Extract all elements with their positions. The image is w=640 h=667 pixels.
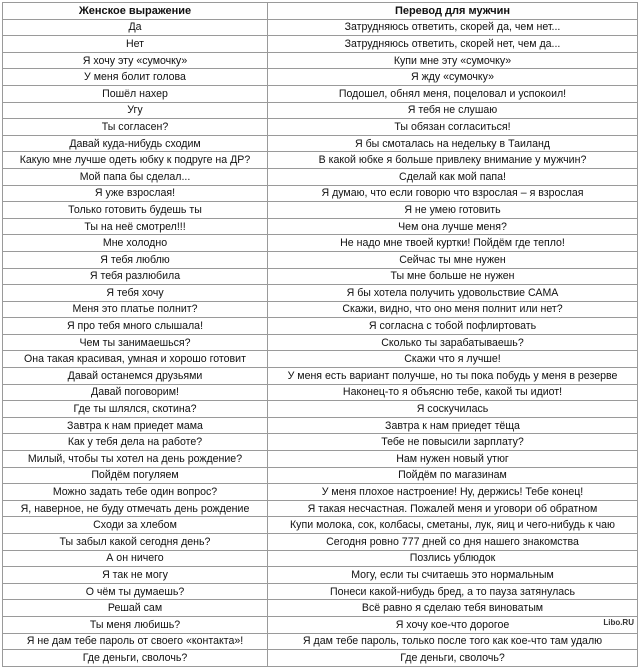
male-translation-cell: Я тебя не слушаю (268, 102, 638, 119)
male-translation-cell: В какой юбке я больше привлеку внимание у мужчин? (268, 152, 638, 169)
table-row (3, 500, 638, 517)
male-translation-cell: Наконец-то я объясню тебе, какой ты идиот! (268, 384, 638, 401)
male-translation-cell: Я бы хотела получить удовольствие САМА (268, 285, 638, 302)
table-row (3, 52, 638, 69)
female-expression-cell: Ты меня любишь? (3, 616, 268, 633)
table-row (3, 285, 638, 302)
female-expression-cell: Я уже взрослая! (3, 185, 268, 202)
header-female-expression: Женское выражение (3, 3, 268, 20)
male-translation-cell: Затрудняюсь ответить, скорей нет, чем да... (268, 36, 638, 53)
female-expression-cell: Пойдём погуляем (3, 467, 268, 484)
table-row (3, 202, 638, 219)
female-expression-cell: Только готовить будешь ты (3, 202, 268, 219)
male-translation-cell: Ты мне больше не нужен (268, 268, 638, 285)
site-logo: Libo.RU (603, 618, 634, 627)
female-expression-cell: Какую мне лучше одеть юбку к подруге на ДР? (3, 152, 268, 169)
female-expression-cell: О чём ты думаешь? (3, 583, 268, 600)
table-row (3, 119, 638, 136)
female-expression-cell: Сходи за хлебом (3, 517, 268, 534)
table-row (3, 102, 638, 119)
male-translation-cell: Понеси какой-нибудь бред, а то пауза затянулась (268, 583, 638, 600)
female-expression-cell: Давай останемся друзьями (3, 368, 268, 385)
table-row (3, 334, 638, 351)
male-translation-cell: Сейчас ты мне нужен (268, 251, 638, 268)
table-row (3, 451, 638, 468)
male-translation-cell: Завтра к нам приедет тёща (268, 417, 638, 434)
female-expression-cell: Ты забыл какой сегодня день? (3, 534, 268, 551)
female-expression-cell: Пошёл нахер (3, 85, 268, 102)
table-row (3, 467, 638, 484)
female-expression-cell: Давай куда-нибудь сходим (3, 135, 268, 152)
female-expression-cell: Я, наверное, не буду отмечать день рождение (3, 500, 268, 517)
female-expression-cell: Меня это платье полнит? (3, 301, 268, 318)
male-translation-cell: У меня есть вариант получше, но ты пока побудь у меня в резерве (268, 368, 638, 385)
female-expression-cell: Она такая красивая, умная и хорошо готовит (3, 351, 268, 368)
male-translation-cell: У меня плохое настроение! Ну, держись! Тебе конец! (268, 484, 638, 501)
male-translation-cell: Ты обязан согласиться! (268, 119, 638, 136)
male-translation-cell: Я бы смоталась на недельку в Таиланд (268, 135, 638, 152)
male-translation-cell: Затрудняюсь ответить, скорей да, чем нет... (268, 19, 638, 36)
table-row (3, 85, 638, 102)
table-row (3, 218, 638, 235)
female-expression-cell: Мой папа бы сделал... (3, 168, 268, 185)
table-row (3, 616, 638, 633)
table-row (3, 251, 638, 268)
male-translation-cell: Скажи, видно, что оно меня полнит или нет? (268, 301, 638, 318)
table-row (3, 600, 638, 617)
table-row (3, 69, 638, 86)
table-row (3, 384, 638, 401)
female-expression-cell: Я тебя разлюбила (3, 268, 268, 285)
table-row (3, 318, 638, 335)
female-expression-cell: Да (3, 19, 268, 36)
female-expression-cell: А он ничего (3, 550, 268, 567)
table-row (3, 152, 638, 169)
male-translation-cell: Могу, если ты считаешь это нормальным (268, 567, 638, 584)
female-expression-cell: Чем ты занимаешься? (3, 334, 268, 351)
male-translation-cell: Сделай как мой папа! (268, 168, 638, 185)
male-translation-cell: Скажи что я лучше! (268, 351, 638, 368)
female-expression-cell: Я не дам тебе пароль от своего «контакта»! (3, 633, 268, 650)
male-translation-cell: Я думаю, что если говорю что взрослая – я взрослая (268, 185, 638, 202)
table-row (3, 235, 638, 252)
table-row (3, 368, 638, 385)
table-row (3, 534, 638, 551)
female-expression-cell: Я тебя хочу (3, 285, 268, 302)
female-expression-cell: Можно задать тебе один вопрос? (3, 484, 268, 501)
female-expression-cell: Мне холодно (3, 235, 268, 252)
male-translation-cell: Сегодня ровно 777 дней со дня нашего знакомства (268, 534, 638, 551)
female-expression-cell: Где ты шлялся, скотина? (3, 401, 268, 418)
male-translation-cell: Купи мне эту «сумочку» (268, 52, 638, 69)
table-row (3, 185, 638, 202)
table-row (3, 550, 638, 567)
male-translation-cell: Купи молока, сок, колбасы, сметаны, лук, яиц и чего-нибудь к чаю (268, 517, 638, 534)
table-row (3, 417, 638, 434)
header-male-translation: Перевод для мужчин (268, 3, 638, 20)
female-expression-cell: Милый, чтобы ты хотел на день рождение? (3, 451, 268, 468)
female-expression-cell: У меня болит голова (3, 69, 268, 86)
female-expression-cell: Давай поговорим! (3, 384, 268, 401)
table-row (3, 168, 638, 185)
male-translation-cell: Чем она лучше меня? (268, 218, 638, 235)
male-translation-cell: Я не умею готовить (268, 202, 638, 219)
table-row (3, 567, 638, 584)
male-translation-cell: Я соскучилась (268, 401, 638, 418)
female-expression-cell: Как у тебя дела на работе? (3, 434, 268, 451)
female-expression-cell: Я тебя люблю (3, 251, 268, 268)
male-translation-cell: Всё равно я сделаю тебя виноватым (268, 600, 638, 617)
male-translation-cell: Нам нужен новый утюг (268, 451, 638, 468)
male-translation-cell: Где деньги, сволочь? (268, 650, 638, 667)
female-expression-cell: Я так не могу (3, 567, 268, 584)
female-expression-cell: Я про тебя много слышала! (3, 318, 268, 335)
table-body (3, 19, 638, 666)
table-row (3, 36, 638, 53)
table-row (3, 517, 638, 534)
table-row (3, 401, 638, 418)
table-row (3, 650, 638, 667)
female-expression-cell: Где деньги, сволочь? (3, 650, 268, 667)
male-translation-cell: Я хочу кое-что дорогое (268, 616, 638, 633)
male-translation-cell: Я дам тебе пароль, только после того как кое-что там удалю (268, 633, 638, 650)
female-expression-cell: Угу (3, 102, 268, 119)
female-expression-cell: Нет (3, 36, 268, 53)
table-row (3, 301, 638, 318)
female-expression-cell: Решай сам (3, 600, 268, 617)
male-translation-cell: Я согласна с тобой пофлиртовать (268, 318, 638, 335)
male-translation-cell: Тебе не повысили зарплату? (268, 434, 638, 451)
table-row (3, 268, 638, 285)
female-expression-cell: Завтра к нам приедет мама (3, 417, 268, 434)
table-row (3, 434, 638, 451)
translation-table (2, 2, 638, 667)
male-translation-cell: Подошел, обнял меня, поцеловал и успокоил! (268, 85, 638, 102)
table-row (3, 484, 638, 501)
female-expression-cell: Ты на неё смотрел!!! (3, 218, 268, 235)
table-row (3, 135, 638, 152)
male-translation-cell: Не надо мне твоей куртки! Пойдём где тепло! (268, 235, 638, 252)
male-translation-cell: Пойдём по магазинам (268, 467, 638, 484)
table-row (3, 19, 638, 36)
male-translation-cell: Я такая несчастная. Пожалей меня и уговори об обратном (268, 500, 638, 517)
male-translation-cell: Позлись ублюдок (268, 550, 638, 567)
male-translation-cell: Сколько ты зарабатываешь? (268, 334, 638, 351)
female-expression-cell: Я хочу эту «сумочку» (3, 52, 268, 69)
female-expression-cell: Ты согласен? (3, 119, 268, 136)
table-row (3, 633, 638, 650)
male-translation-cell: Я жду «сумочку» (268, 69, 638, 86)
table-row (3, 351, 638, 368)
table-header-row (3, 3, 638, 20)
table-row (3, 583, 638, 600)
